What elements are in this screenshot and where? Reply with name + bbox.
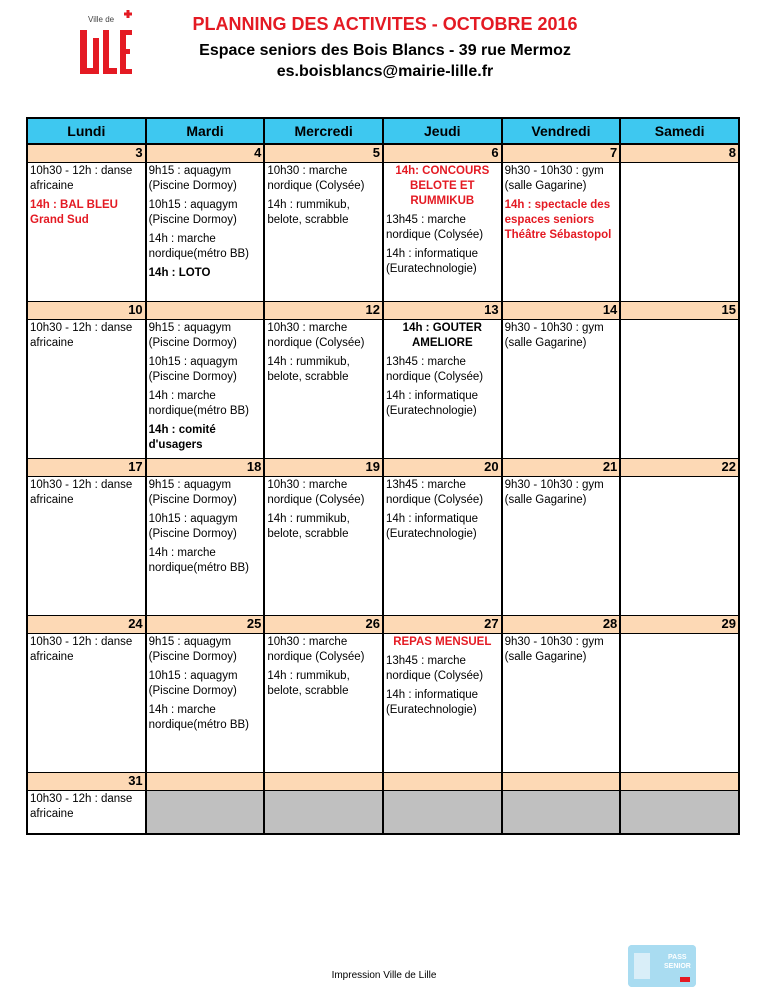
activity-entry: 14h: CONCOURS BELOTE ET RUMMIKUB bbox=[395, 165, 490, 207]
day-cell bbox=[620, 163, 739, 302]
date-number: 14 bbox=[502, 302, 621, 320]
date-number bbox=[264, 773, 383, 791]
date-number: 12 bbox=[264, 302, 383, 320]
day-cell bbox=[383, 320, 502, 459]
date-number: 7 bbox=[502, 144, 621, 163]
activity-entry: 10h15 : aquagym (Piscine Dormoy) bbox=[148, 199, 238, 226]
day-cell bbox=[620, 477, 739, 616]
activity-entry: 10h30 : marche nordique (Colysée) bbox=[267, 165, 365, 192]
svg-text:SENIOR: SENIOR bbox=[664, 963, 691, 970]
activity-entry: 14h : GOUTER AMELIORE bbox=[402, 322, 482, 349]
day-cell bbox=[502, 163, 621, 302]
activity-entry: 14h : spectacle des espaces seniors Théâtre Sébastopol bbox=[504, 199, 612, 241]
calendar bbox=[26, 117, 740, 827]
date-number bbox=[502, 773, 621, 791]
day-cell bbox=[27, 477, 146, 616]
activity-entry: 14h : informatique (Euratechnologie) bbox=[385, 248, 479, 275]
date-number: 3 bbox=[27, 144, 146, 163]
day-cell bbox=[264, 163, 383, 302]
activity-entry: 14h : LOTO bbox=[148, 267, 211, 279]
activity-entry: 10h30 - 12h : danse africaine bbox=[30, 479, 133, 506]
activity-entry: 10h15 : aquagym (Piscine Dormoy) bbox=[148, 670, 238, 697]
activity-entry: 14h : rummikub, belote, scrabble bbox=[267, 199, 350, 226]
contact-email: es.boisblancs@mairie-lille.fr bbox=[276, 63, 494, 80]
day-cell bbox=[146, 791, 265, 835]
activity-entry: 10h30 : marche nordique (Colysée) bbox=[267, 322, 365, 349]
activity-entry: 14h : comité d'usagers bbox=[148, 424, 216, 451]
svg-text:PASS: PASS bbox=[668, 954, 687, 961]
activity-entry: 9h30 - 10h30 : gym (salle Gagarine) bbox=[504, 165, 604, 192]
activity-entry: 9h30 - 10h30 : gym (salle Gagarine) bbox=[504, 479, 604, 506]
date-number: 19 bbox=[264, 459, 383, 477]
activity-entry: 14h : BAL BLEU Grand Sud bbox=[30, 199, 118, 226]
date-number: 28 bbox=[502, 616, 621, 634]
activity-entry: 9h30 - 10h30 : gym (salle Gagarine) bbox=[504, 636, 604, 663]
activity-entry: 14h : informatique (Euratechnologie) bbox=[385, 689, 479, 716]
day-cell bbox=[264, 634, 383, 773]
activity-entry: REPAS MENSUEL bbox=[393, 636, 492, 648]
day-cell bbox=[146, 477, 265, 616]
date-number: 24 bbox=[27, 616, 146, 634]
calendar-table bbox=[26, 117, 740, 835]
day-cell bbox=[620, 320, 739, 459]
date-number: 20 bbox=[383, 459, 502, 477]
date-number: 5 bbox=[264, 144, 383, 163]
activity-entry: 13h45 : marche nordique (Colysée) bbox=[385, 479, 484, 506]
activity-entry: 10h30 - 12h : danse africaine bbox=[30, 165, 133, 192]
day-cell bbox=[502, 477, 621, 616]
day-cell bbox=[383, 791, 502, 835]
date-number: 29 bbox=[620, 616, 739, 634]
page-subtitle: Espace seniors des Bois Blancs - 39 rue Mermoz bbox=[199, 42, 571, 59]
activity-entry: 14h : marche nordique(métro BB) bbox=[148, 547, 250, 574]
date-number bbox=[383, 773, 502, 791]
footer-text: Impression Ville de Lille bbox=[331, 970, 437, 981]
activity-entry: 9h15 : aquagym (Piscine Dormoy) bbox=[148, 322, 237, 349]
date-number: 27 bbox=[383, 616, 502, 634]
activity-entry: 14h : rummikub, belote, scrabble bbox=[267, 670, 350, 697]
activity-entry: 10h30 - 12h : danse africaine bbox=[30, 636, 133, 663]
date-number: 26 bbox=[264, 616, 383, 634]
day-header: Jeudi bbox=[383, 118, 502, 144]
city-logo bbox=[68, 8, 142, 88]
activity-entry: 14h : informatique (Euratechnologie) bbox=[385, 390, 479, 417]
activity-entry: 9h15 : aquagym (Piscine Dormoy) bbox=[148, 165, 237, 192]
svg-text:Ville de: Ville de bbox=[88, 15, 115, 24]
day-cell bbox=[383, 163, 502, 302]
activity-entry: 9h15 : aquagym (Piscine Dormoy) bbox=[148, 479, 237, 506]
day-cell bbox=[27, 634, 146, 773]
date-number: 15 bbox=[620, 302, 739, 320]
day-cell bbox=[264, 477, 383, 616]
date-number: 18 bbox=[146, 459, 265, 477]
day-header: Vendredi bbox=[502, 118, 621, 144]
page-title: PLANNING DES ACTIVITES - OCTOBRE 2016 bbox=[192, 14, 578, 34]
activity-entry: 13h45 : marche nordique (Colysée) bbox=[385, 655, 484, 682]
date-number: 31 bbox=[27, 773, 146, 791]
date-number: 13 bbox=[383, 302, 502, 320]
day-cell bbox=[502, 320, 621, 459]
activity-entry: 13h45 : marche nordique (Colysée) bbox=[385, 356, 484, 383]
activity-entry: 14h : rummikub, belote, scrabble bbox=[267, 513, 350, 540]
day-cell bbox=[264, 791, 383, 835]
activity-entry: 13h45 : marche nordique (Colysée) bbox=[385, 214, 484, 241]
activity-entry: 10h30 : marche nordique (Colysée) bbox=[267, 479, 365, 506]
day-header: Mercredi bbox=[264, 118, 383, 144]
date-number: 4 bbox=[146, 144, 265, 163]
date-number: 17 bbox=[27, 459, 146, 477]
day-cell bbox=[146, 320, 265, 459]
activity-entry: 10h30 - 12h : danse africaine bbox=[30, 793, 133, 820]
activity-entry: 10h15 : aquagym (Piscine Dormoy) bbox=[148, 513, 238, 540]
day-cell bbox=[620, 634, 739, 773]
day-cell bbox=[620, 791, 739, 835]
activity-entry: 10h30 : marche nordique (Colysée) bbox=[267, 636, 365, 663]
date-number: 25 bbox=[146, 616, 265, 634]
date-number bbox=[146, 302, 265, 320]
activity-entry: 14h : marche nordique(métro BB) bbox=[148, 233, 250, 260]
activity-entry: 10h15 : aquagym (Piscine Dormoy) bbox=[148, 356, 238, 383]
activity-entry: 14h : informatique (Euratechnologie) bbox=[385, 513, 479, 540]
day-cell bbox=[383, 634, 502, 773]
date-number bbox=[146, 773, 265, 791]
day-cell bbox=[264, 320, 383, 459]
day-cell bbox=[27, 320, 146, 459]
day-cell bbox=[27, 163, 146, 302]
day-header: Lundi bbox=[27, 118, 146, 144]
day-cell bbox=[502, 634, 621, 773]
day-cell bbox=[146, 163, 265, 302]
activity-entry: 14h : marche nordique(métro BB) bbox=[148, 390, 250, 417]
activity-entry: 14h : marche nordique(métro BB) bbox=[148, 704, 250, 731]
activity-entry: 14h : rummikub, belote, scrabble bbox=[267, 356, 350, 383]
activity-entry: 9h30 - 10h30 : gym (salle Gagarine) bbox=[504, 322, 604, 349]
date-number: 21 bbox=[502, 459, 621, 477]
day-header: Samedi bbox=[620, 118, 739, 144]
day-header: Mardi bbox=[146, 118, 265, 144]
date-number: 22 bbox=[620, 459, 739, 477]
date-number: 6 bbox=[383, 144, 502, 163]
day-cell bbox=[27, 791, 146, 835]
day-cell bbox=[502, 791, 621, 835]
day-cell bbox=[146, 634, 265, 773]
activity-entry: 10h30 - 12h : danse africaine bbox=[30, 322, 133, 349]
date-number: 10 bbox=[27, 302, 146, 320]
date-number bbox=[620, 773, 739, 791]
date-number: 8 bbox=[620, 144, 739, 163]
activity-entry: 9h15 : aquagym (Piscine Dormoy) bbox=[148, 636, 237, 663]
day-cell bbox=[383, 477, 502, 616]
